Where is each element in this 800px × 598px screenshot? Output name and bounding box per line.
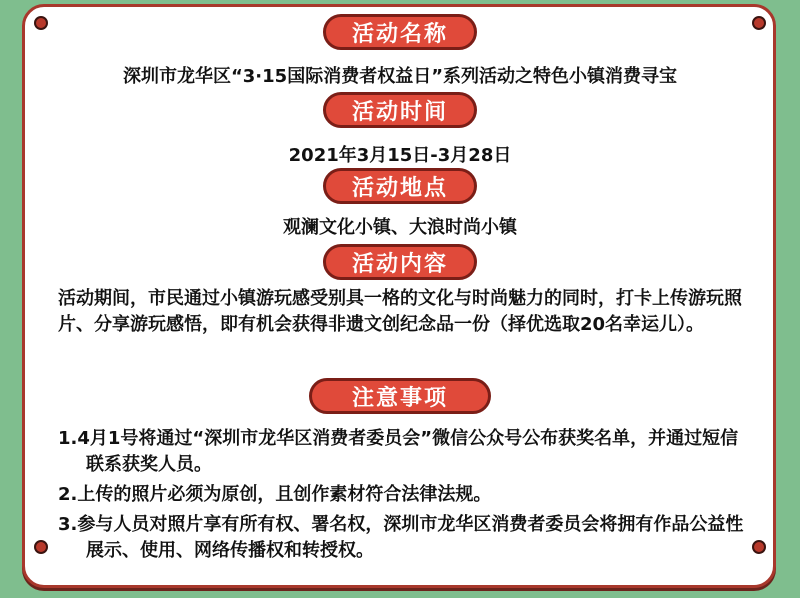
event-location-text: 观澜文化小镇、大浪时尚小镇: [283, 217, 517, 238]
section-title-content: 活动内容: [323, 244, 477, 280]
corner-dot-bottom-left: [34, 540, 48, 554]
corner-dot-top-left: [34, 16, 48, 30]
corner-dot-bottom-right: [752, 540, 766, 554]
section-title-name: 活动名称: [323, 14, 477, 50]
note-item-1: 1.4月1号将通过“深圳市龙华区消费者委员会”微信公众号公布获奖名单，并通过短信联系获奖人员。: [58, 428, 739, 475]
section-title-time: 活动时间: [323, 92, 477, 128]
section-title-location: 活动地点: [323, 168, 477, 204]
note-item-2: 2.上传的照片必须为原创，且创作素材符合法律法规。: [58, 484, 492, 505]
event-time-text: 2021年3月15日-3月28日: [288, 145, 512, 166]
corner-dot-top-right: [752, 16, 766, 30]
event-content-text: 活动期间，市民通过小镇游玩感受别具一格的文化与时尚魅力的同时，打卡上传游玩照片、分享游玩感悟，即有机会获得非遗文创纪念品一份（择优选取20名幸运儿）。: [58, 288, 742, 335]
event-name-text: 深圳市龙华区“3·15国际消费者权益日”系列活动之特色小镇消费寻宝: [122, 66, 678, 87]
note-item-3: 3.参与人员对照片享有所有权、署名权，深圳市龙华区消费者委员会将拥有作品公益性展示、使用、网络传播权和转授权。: [58, 514, 744, 561]
section-title-notes: 注意事项: [309, 378, 491, 414]
notes-list: [58, 426, 748, 568]
